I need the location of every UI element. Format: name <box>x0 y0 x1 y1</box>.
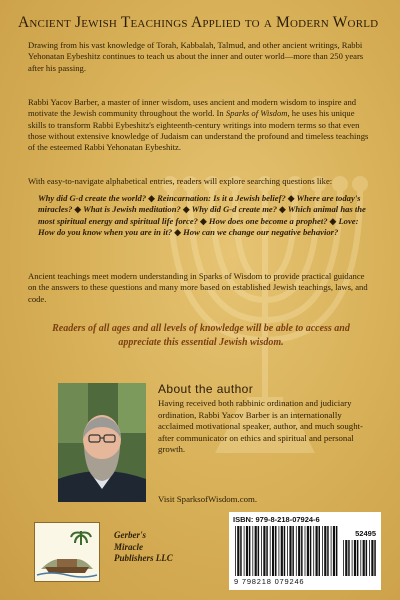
ean-barcode <box>234 526 338 576</box>
question-item: Why did G-d create me? <box>191 204 278 215</box>
publisher-line: Publishers LLC <box>114 553 173 563</box>
intro-paragraph: Drawing from his vast knowledge of Torah, Kabbalah, Talmud, and other ancient writings, Rabbi Yehonatan Eybeshitz continues to teach us about the inner and outer world—more than 250 years after his passing. <box>28 40 364 73</box>
question-item: Love: How do you know when you are in it? <box>38 215 359 237</box>
website-link[interactable]: Visit SparksofWisdom.com. <box>158 494 258 504</box>
author-paragraph <box>28 97 374 153</box>
publisher-line: Miracle <box>114 541 143 552</box>
author-paragraph-text-1: Rabbi Yacov Barber, a master of inner wisdom, uses ancient and modern wisdom to inspire and motivate the Jewish community throughout the world. In <box>28 97 357 119</box>
diamond-separator-icon: ◆ <box>200 215 207 226</box>
diamond-separator-icon: ◆ <box>174 226 181 237</box>
questions-intro: With easy-to-navigate alphabetical entries, readers will explore searching questions like: <box>28 176 333 186</box>
diamond-separator-icon: ◆ <box>148 193 155 203</box>
question-item: Reincarnation: Is it a Jewish belief? <box>157 193 286 203</box>
about-author-text: Having received both rabbinic ordination and judiciary ordination, Rabbi Yacov Barber is an internationally acclaimed motivational speaker, author, and much sought-after communicator on ethics and spiritual and personal growth. <box>158 398 363 454</box>
price-barcode <box>342 540 376 576</box>
diamond-separator-icon: ◆ <box>329 215 337 226</box>
question-item: Why did G-d create the world? <box>38 193 147 203</box>
question-item: How can we change our negative behavior? <box>183 226 339 237</box>
author-photo <box>58 383 146 502</box>
cover-heading: Ancient Jewish Teachings Applied to a Modern World <box>18 14 379 31</box>
publisher-line: Gerber's <box>114 530 146 540</box>
publisher-logo <box>34 522 100 582</box>
ark-mountain-logo <box>35 523 99 581</box>
callout-text: Readers of all ages and all levels of knowledge will be able to access and appreciate this essential Jewish wisdom. <box>52 323 350 348</box>
book-title-inline: Sparks of Wisdom <box>225 108 288 119</box>
author-paragraph-text-2: , he uses his unique skills to transform Rabbi Eybeshitz's eighteenth-century writings into modern terms so that even those without extensive knowledge of Judaism can understand the profound and timeless teachings of the esteemed Rabbi Yehonatan Eybeshitz. <box>28 108 369 153</box>
diamond-separator-icon: ◆ <box>287 193 295 203</box>
question-item: Which animal has the most spiritual energy and spiritual life force? <box>38 204 366 226</box>
diamond-separator-icon: ◆ <box>182 204 190 215</box>
diamond-separator-icon: ◆ <box>279 204 286 215</box>
question-item: What is Jewish meditation? <box>83 204 181 215</box>
publisher-name <box>114 530 194 565</box>
diamond-separator-icon: ◆ <box>74 204 82 215</box>
price-code: 52495 <box>355 529 376 538</box>
question-item: How does one become a prophet? <box>208 215 328 226</box>
barcode-block <box>229 512 381 590</box>
about-author-heading: About the author <box>158 382 254 396</box>
isbn-text: ISBN: 979-8-218-07924-6 <box>233 515 320 524</box>
question-item: Where are today's miracles? <box>38 193 361 215</box>
questions-list <box>38 193 374 238</box>
barcode-number: 9 798218 079246 <box>234 577 305 586</box>
closing-paragraph: Ancient teachings meet modern understanding in Sparks of Wisdom to provide practical guidance on the answers to these questions and many more based on established Jewish teachings, laws, and code. <box>28 271 368 304</box>
